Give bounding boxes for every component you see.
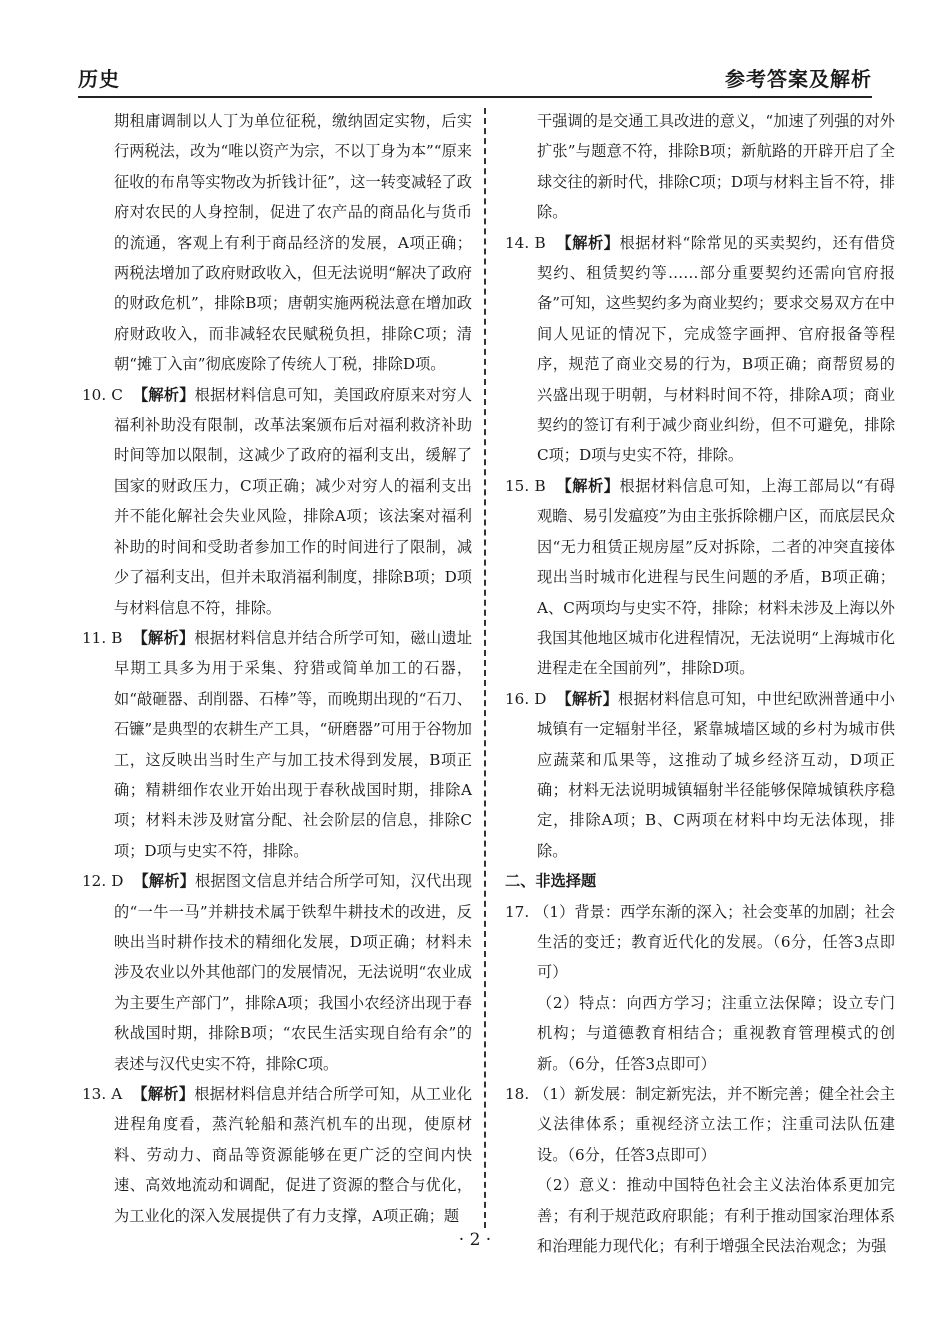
item-number: 18. [505, 1085, 530, 1103]
continuation-paragraph: 干强调的是交通工具改进的意义，“加速了列强的对外扩张”与题意不符，排除B项；新航路的开辟开启了全球交往的新时代，排除C项；D项与材料主旨不符，排除。 [537, 112, 895, 222]
analysis-tag: 【解析】 [556, 233, 620, 252]
answer-item-16 [505, 684, 895, 866]
section-title: 二、非选择题 [505, 872, 597, 891]
item-text: 根据材料信息并结合所学可知，从工业化进程角度看，蒸汽轮船和蒸汽机车的出现，使原材料、劳动力、商品等资源能够在更广泛的空间内快速、高效地流动和调配，促进了资源的整合与优化，为工业化的深入发展提供了有力支撑，A项正确；题 [114, 1085, 473, 1225]
item-text: 根据图文信息并结合所学可知，汉代出现的“一牛一马”并耕技术属于铁犁牛耕技术的改进，反映出当时耕作技术的精细化发展，D项正确；材料未涉及农业以外其他部门的发展情况，无法说明“农业成为主要生产部门”，排除A项；我国小农经济出现于春秋战国时期，排除B项；“农民生活实现自给有余”的表述与汉代史实不符，排除C项。 [114, 872, 472, 1073]
answer-item-12 [82, 866, 472, 1079]
analysis-tag: 【解析】 [132, 385, 195, 404]
page-number: · 2 · [458, 1230, 492, 1250]
answer-item-17-part1 [505, 897, 895, 988]
analysis-tag: 【解析】 [556, 476, 620, 495]
analysis-tag: 【解析】 [132, 628, 195, 647]
document-title: 参考答案及解析 [725, 67, 872, 91]
answer-item-14 [505, 228, 895, 471]
answer-item-13 [82, 1079, 472, 1231]
right-column [505, 106, 895, 1261]
answer-item-15 [505, 471, 895, 684]
item-number: 17. [505, 902, 530, 921]
column-divider [484, 108, 486, 1228]
item-number: 15. B [505, 476, 546, 495]
item-number: 11. B [82, 628, 123, 647]
item-number: 12. D [82, 872, 124, 891]
analysis-tag: 【解析】 [133, 872, 196, 891]
answer-item-11 [82, 623, 472, 866]
item-text: （1）新发展：制定新宪法，并不断完善；健全社会主义法律体系；重视经济立法工作；注重司法队伍建设。（6分，任答3点即可） [534, 1085, 895, 1164]
item-number: 10. C [82, 385, 123, 404]
continuation-paragraph: 期租庸调制以人丁为单位征税，缴纳固定实物，后实行两税法，改为“唯以资产为宗，不以丁身为本”“原来征收的布帛等实物改为折钱计征”，这一转变减轻了政府对农民的人身控制，促进了农产品的商品化与货币的流通，客观上有利于商品经济的发展，A项正确；两税法增加了政府财政收入，但无法说明“解决了政府的财政危机”，排除B项；唐朝实施两税法意在增加政府财政收入，而非减轻农民赋税负担，排除C项；清朝“摊丁入亩”彻底废除了传统人丁税，排除D项。 [114, 112, 472, 374]
subject-title: 历史 [78, 67, 120, 91]
item-text: （1）背景：西学东渐的深入；社会变革的加剧；社会生活的变迁；教育近代化的发展。（6分，任答3点即可） [534, 902, 895, 982]
item-text: 根据材料信息可知，美国政府原来对穷人福利补助没有限制，改革法案颁布后对福利救济补助时间等加以限制，这减少了政府的福利支出，缓解了国家的财政压力，C项正确；减少对穷人的福利支出并不能化解社会失业风险，排除A项；该法案对福利补助的时间和受助者参加工作的时间进行了限制，减少了福利支出，但并未取消福利制度，排除B项；D项与材料信息不符，排除。 [114, 385, 473, 617]
answer-item-18-part2: （2）意义：推动中国特色社会主义法治体系更加完善；有利于规范政府职能；有利于推动国家治理体系和治理能力现代化；有利于增强全民法治观念；为强 [537, 1176, 895, 1256]
analysis-tag: 【解析】 [556, 689, 619, 708]
item-text: 根据材料信息并结合所学可知，磁山遗址早期工具多为用于采集、狩猎或简单加工的石器，如“敲砸器、刮削器、石棒”等，而晚期出现的“石刀、石镰”是典型的农耕生产工具，“研磨器”可用于谷物加工，这反映出当时生产与加工技术得到发展，B项正确；精耕细作农业开始出现于春秋战国时期，排除A项；材料未涉及财富分配、社会阶层的信息，排除C项；D项与史实不符，排除。 [114, 628, 473, 860]
item-number: 14. B [505, 233, 546, 252]
answer-item-17-part2: （2）特点：向西方学习；注重立法保障；设立专门机构；与道德教育相结合；重视教育管理模式的创新。（6分，任答3点即可） [537, 993, 895, 1073]
answer-item-18-part1 [505, 1079, 895, 1170]
item-number: 16. D [505, 689, 547, 708]
left-column [82, 106, 472, 1231]
analysis-tag: 【解析】 [132, 1085, 195, 1103]
answer-item-10 [82, 380, 472, 623]
item-text: 根据材料信息可知，中世纪欧洲普通中小城镇有一定辐射半径，紧靠城墙区域的乡村为城市供应蔬菜和瓜果等，这推动了城乡经济互动，D项正确；材料无法说明城镇辐射半径能够保障城镇秩序稳定，排除A项；B、C两项在材料中均无法体现，排除。 [537, 689, 895, 860]
item-text: 根据材料“除常见的买卖契约，还有借贷契约、租赁契约等……部分重要契约还需向官府报备”可知，这些契约多为商业契约；要求交易双方在中间人见证的情况下，完成签字画押、官府报备等程序，规范了商业交易的行为，B项正确；商帮贸易的兴盛出现于明朝，与材料时间不符，排除A项；商业契约的签订有利于减少商业纠纷，但不可避免，排除C项；D项与史实不符，排除。 [537, 233, 896, 465]
page-header [78, 58, 872, 98]
item-number: 13. A [82, 1085, 123, 1103]
item-text: 根据材料信息可知，上海工部局以“有碍观瞻、易引发瘟疫”为由主张拆除棚户区，而底层民众因“无力租赁正规房屋”反对拆除，二者的冲突直接体现出当时城市化进程与民生问题的矛盾，B项正确；A、C两项均与史实不符，排除；材料未涉及上海以外我国其他地区城市化进程情况，无法说明“上海城市化进程走在全国前列”，排除D项。 [537, 476, 896, 678]
